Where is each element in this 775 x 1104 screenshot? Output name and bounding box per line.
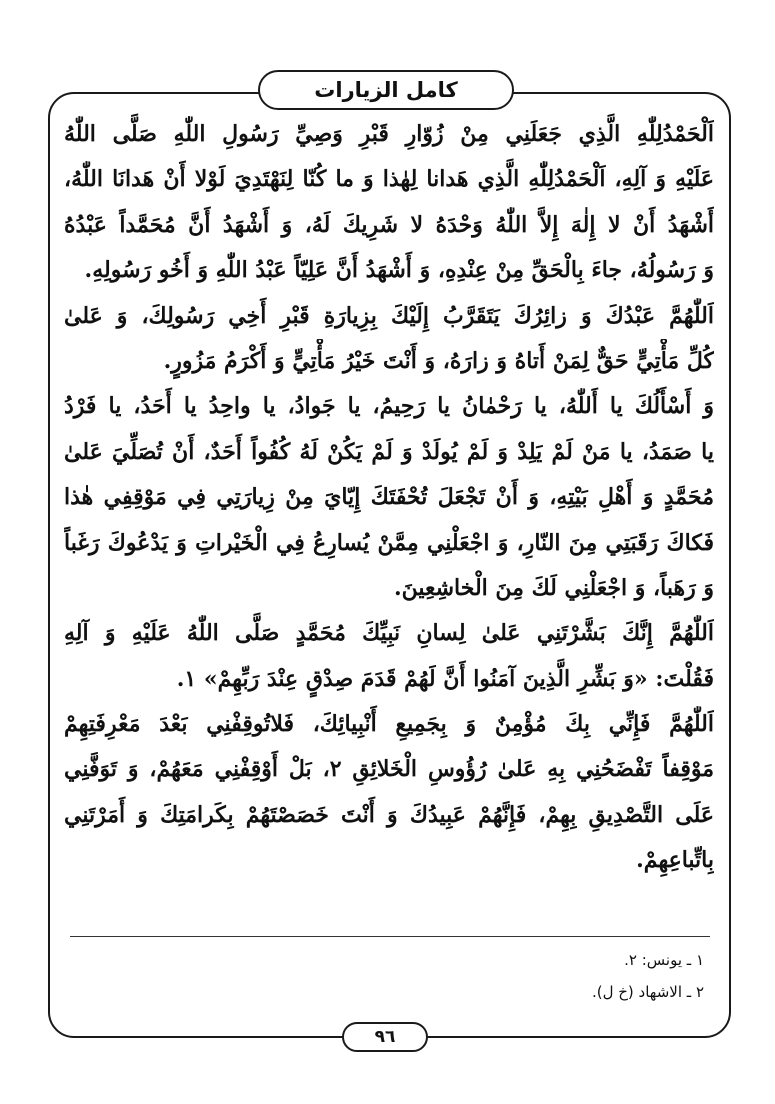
footnote-divider xyxy=(70,936,710,937)
text-line: عَلَى التَّصْدِيقِ بِهِمْ، فَإِنَّهُمْ عَبِيدُكَ وَ أَنْتَ خَصَصْتَهُمْ بِكَرامَتِكَ وَ أَمَرْتَنِي xyxy=(64,801,714,828)
text-line: وَ رَسُولُهُ، جاءَ بِالْحَقِّ مِنْ عِنْدِهِ، وَ أَشْهَدُ أَنَّ عَلِيّاً عَبْدُ اللّٰهِ وَ أَخُو رَسُولِهِ. xyxy=(84,257,714,284)
text-line: وَ أَسْأَلُكَ يا أَللّٰهُ، يا رَحْمٰانُ يا رَحِيمُ، يا جَوادُ، يا واحِدُ يا أَحَدُ، يا فَرْدُ xyxy=(64,393,714,420)
text-line: فَكاكَ رَقَبَتِي مِنَ النّارِ، وَ اجْعَلْنِي مِمَّنْ يُسارِعُ فِي الْخَيْراتِ وَ يَدْعُوكَ رَغَباً xyxy=(64,529,714,556)
page-number-badge xyxy=(342,1022,428,1052)
text-line: مُحَمَّدٍ وَ أَهْلِ بَيْتِهِ، وَ أَنْ تَجْعَلَ تُحْفَتَكَ إِيّايَ مِنْ زِيارَتِي فِي مَوْقِفِي هٰذا xyxy=(64,484,714,511)
text-line: بِاتِّباعِهِمْ. xyxy=(636,847,714,874)
text-line: مَوْقِفاً تَفْضَحُنِي بِهِ عَلىٰ رُؤُوسِ الْخَلائِقِ ٢، بَلْ أَوْقِفْنِي مَعَهُمْ، وَ تَوَفَّنِي xyxy=(64,756,714,783)
text-line: وَ رَهَباً، وَ اجْعَلْنِي لَكَ مِنَ الْخاشِعِينَ. xyxy=(393,574,714,601)
footnote-1: ١ ـ يونس: ٢. xyxy=(624,951,704,969)
text-line: يا صَمَدُ، يا مَنْ لَمْ يَلِدْ وَ لَمْ يُولَدْ وَ لَمْ يَكُنْ لَهُ كُفُواً أَحَدٌ، أَنْ تُصَلِّيَ عَلىٰ xyxy=(64,438,714,465)
text-line: اَللّٰهُمَّ إِنَّكَ بَشَّرْتَنِي عَلىٰ لِسانِ نَبِيِّكَ مُحَمَّدٍ صَلَّى اللّٰهُ عَلَيْهِ وَ آلِهِ xyxy=(64,620,714,647)
text-line: أَشْهَدُ أَنْ لا إِلٰهَ إِلاَّ اللّٰهُ وَحْدَهُ لا شَرِيكَ لَهُ، وَ أَشْهَدُ أَنَّ مُحَمَّداً عَبْدُهُ xyxy=(64,211,714,238)
running-header xyxy=(258,70,514,110)
main-text xyxy=(64,112,714,884)
text-line: اَللّٰهُمَّ فَإِنِّي بِكَ مُؤْمِنٌ وَ بِجَمِيعِ أَنْبِيائِكَ، فَلاتُوقِفْنِي بَعْدَ مَعْرِفَتِهِمْ xyxy=(64,711,714,738)
text-line: كُلِّ مَأْتِيٍّ حَقٌّ لِمَنْ أَتاهُ وَ زارَهُ، وَ أَنْتَ خَيْرُ مَأْتِيٍّ وَ أَكْرَمُ مَزُورٍ. xyxy=(163,347,714,374)
footnotes xyxy=(70,944,710,1008)
text-line: عَلَيْهِ وَ آلِهِ، اَلْحَمْدُلِلّٰهِ الَّذِي هَدانا لِهٰذا وَ ما كُنّا لِنَهْتَدِيَ لَوْلا أَنْ هَدانَا اللّٰهُ، xyxy=(64,166,714,193)
page-number: ٩٦ xyxy=(374,1027,396,1047)
text-line: اَللّٰهُمَّ عَبْدُكَ وَ زائِرُكَ يَتَقَرَّبُ إِلَيْكَ بِزِيارَةِ قَبْرِ أَخِي رَسُولِكَ، وَ عَلىٰ xyxy=(64,302,714,329)
text-line: فَقُلْتَ: «وَ بَشِّرِ الَّذِينَ آمَنُوا أَنَّ لَهُمْ قَدَمَ صِدْقٍ عِنْدَ رَبِّهِمْ» ١. xyxy=(176,665,714,692)
book-title: كامل الزيارات xyxy=(314,78,458,102)
text-line: اَلْحَمْدُلِلّٰهِ الَّذِي جَعَلَنِي مِنْ زُوّارِ قَبْرِ وَصِيِّ رَسُولِ اللّٰهِ صَلَّى اللّٰهُ xyxy=(64,121,714,147)
footnote-2: ٢ ـ الاشهاد (خ ل). xyxy=(591,983,704,1001)
